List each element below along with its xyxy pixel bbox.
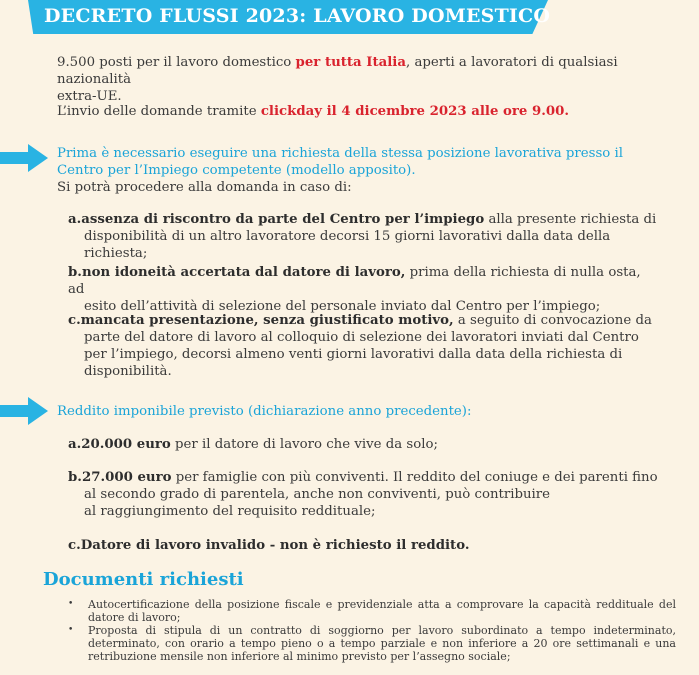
item-text: a seguito di convocazione da bbox=[453, 313, 652, 328]
section1-line: Prima è necessario eseguire una richiesta della stessa posizione lavorativa presso il bbox=[57, 146, 624, 161]
item-label: a. bbox=[68, 212, 82, 227]
list-item bbox=[68, 436, 658, 453]
intro-highlight: per tutta Italia bbox=[295, 55, 406, 70]
list-item bbox=[68, 312, 658, 380]
item-label: c. bbox=[68, 538, 81, 553]
documents-list bbox=[68, 598, 676, 663]
item-bold: 20.000 euro bbox=[81, 437, 171, 452]
item-label: c. bbox=[68, 313, 81, 328]
item-label: b. bbox=[68, 265, 82, 280]
intro-paragraph-2 bbox=[57, 103, 569, 120]
item-text-cont: al secondo grado di parentela, anche non conviventi, può contribuire al raggiungimento del requisito reddituale; bbox=[84, 487, 551, 519]
intro-text-end: extra-UE. bbox=[57, 89, 122, 104]
arrow-right-icon bbox=[0, 395, 52, 427]
section1-line: Centro per l’Impiego competente (modello apposito). bbox=[57, 163, 416, 178]
item-bold: 27.000 euro bbox=[81, 470, 172, 485]
item-bold: assenza di riscontro da parte del Centro per l’impiego bbox=[81, 212, 485, 227]
item-label: a. bbox=[68, 437, 82, 452]
item-text: per il datore di lavoro che vive da solo; bbox=[170, 437, 438, 452]
intro-paragraph-1 bbox=[57, 54, 657, 105]
item-bold: Datore di lavoro invalido - non è richiesto il reddito. bbox=[80, 538, 470, 553]
documents-heading: Documenti richiesti bbox=[43, 569, 244, 590]
list-item bbox=[68, 469, 658, 520]
intro-text: 9.500 posti per il lavoro domestico bbox=[57, 55, 296, 70]
clickday-text: L’invio delle domande tramite bbox=[57, 104, 261, 119]
list-item: • Proposta di stipula di un contratto di soggiorno per lavoro subordinato a tempo indeterminato, determinato, con orario a tempo pieno o a tempo parziale e non inferiore a 20 ore settimanali e una retribuzione mensile non inferiore al minimo previsto per l’assegno sociale; bbox=[68, 624, 676, 663]
section1-condition: Si potrà procedere alla domanda in caso di: bbox=[57, 180, 352, 195]
section2-heading: Reddito imponibile previsto (dichiarazione anno precedente): bbox=[57, 404, 472, 419]
item-text: prima della richiesta di nulla osta, ad bbox=[68, 265, 641, 297]
clickday-highlight: clickday il 4 dicembre 2023 alle ore 9.00. bbox=[260, 104, 570, 119]
list-item: • Autocertificazione della posizione fiscale e previdenziale atta a comprovare la capacità reddituale del datore di lavoro; bbox=[68, 598, 676, 624]
item-text: per famiglie con più conviventi. Il reddito del coniuge e dei parenti fino bbox=[171, 470, 658, 485]
item-text-cont: esito dell’attività di selezione del personale inviato dal Centro per l’impiego; bbox=[84, 299, 601, 314]
item-label: b. bbox=[68, 470, 82, 485]
item-text-cont: disponibilità di un altro lavoratore decorsi 15 giorni lavorativi dalla data della richiesta; bbox=[84, 229, 611, 261]
list-item bbox=[68, 211, 658, 262]
list-item bbox=[68, 264, 658, 315]
list-item bbox=[68, 537, 658, 554]
page-title: DECRETO FLUSSI 2023: LAVORO DOMESTICO bbox=[44, 5, 551, 27]
item-bold: mancata presentazione, senza giustificato motivo, bbox=[80, 313, 454, 328]
intro-text-cont: , aperti a lavoratori di qualsiasi nazionalità bbox=[57, 55, 618, 87]
item-bold: non idoneità accertata dal datore di lavoro, bbox=[81, 265, 406, 280]
section1-intro bbox=[57, 145, 623, 179]
item-text: alla presente richiesta di bbox=[484, 212, 657, 227]
arrow-right-icon bbox=[0, 142, 52, 174]
item-text-cont: parte del datore di lavoro al colloquio di selezione dei lavoratori inviati dal Centro per l’impiego, decorsi almeno venti giorni lavorativi dalla data della richiesta di disponibilità. bbox=[84, 330, 639, 379]
